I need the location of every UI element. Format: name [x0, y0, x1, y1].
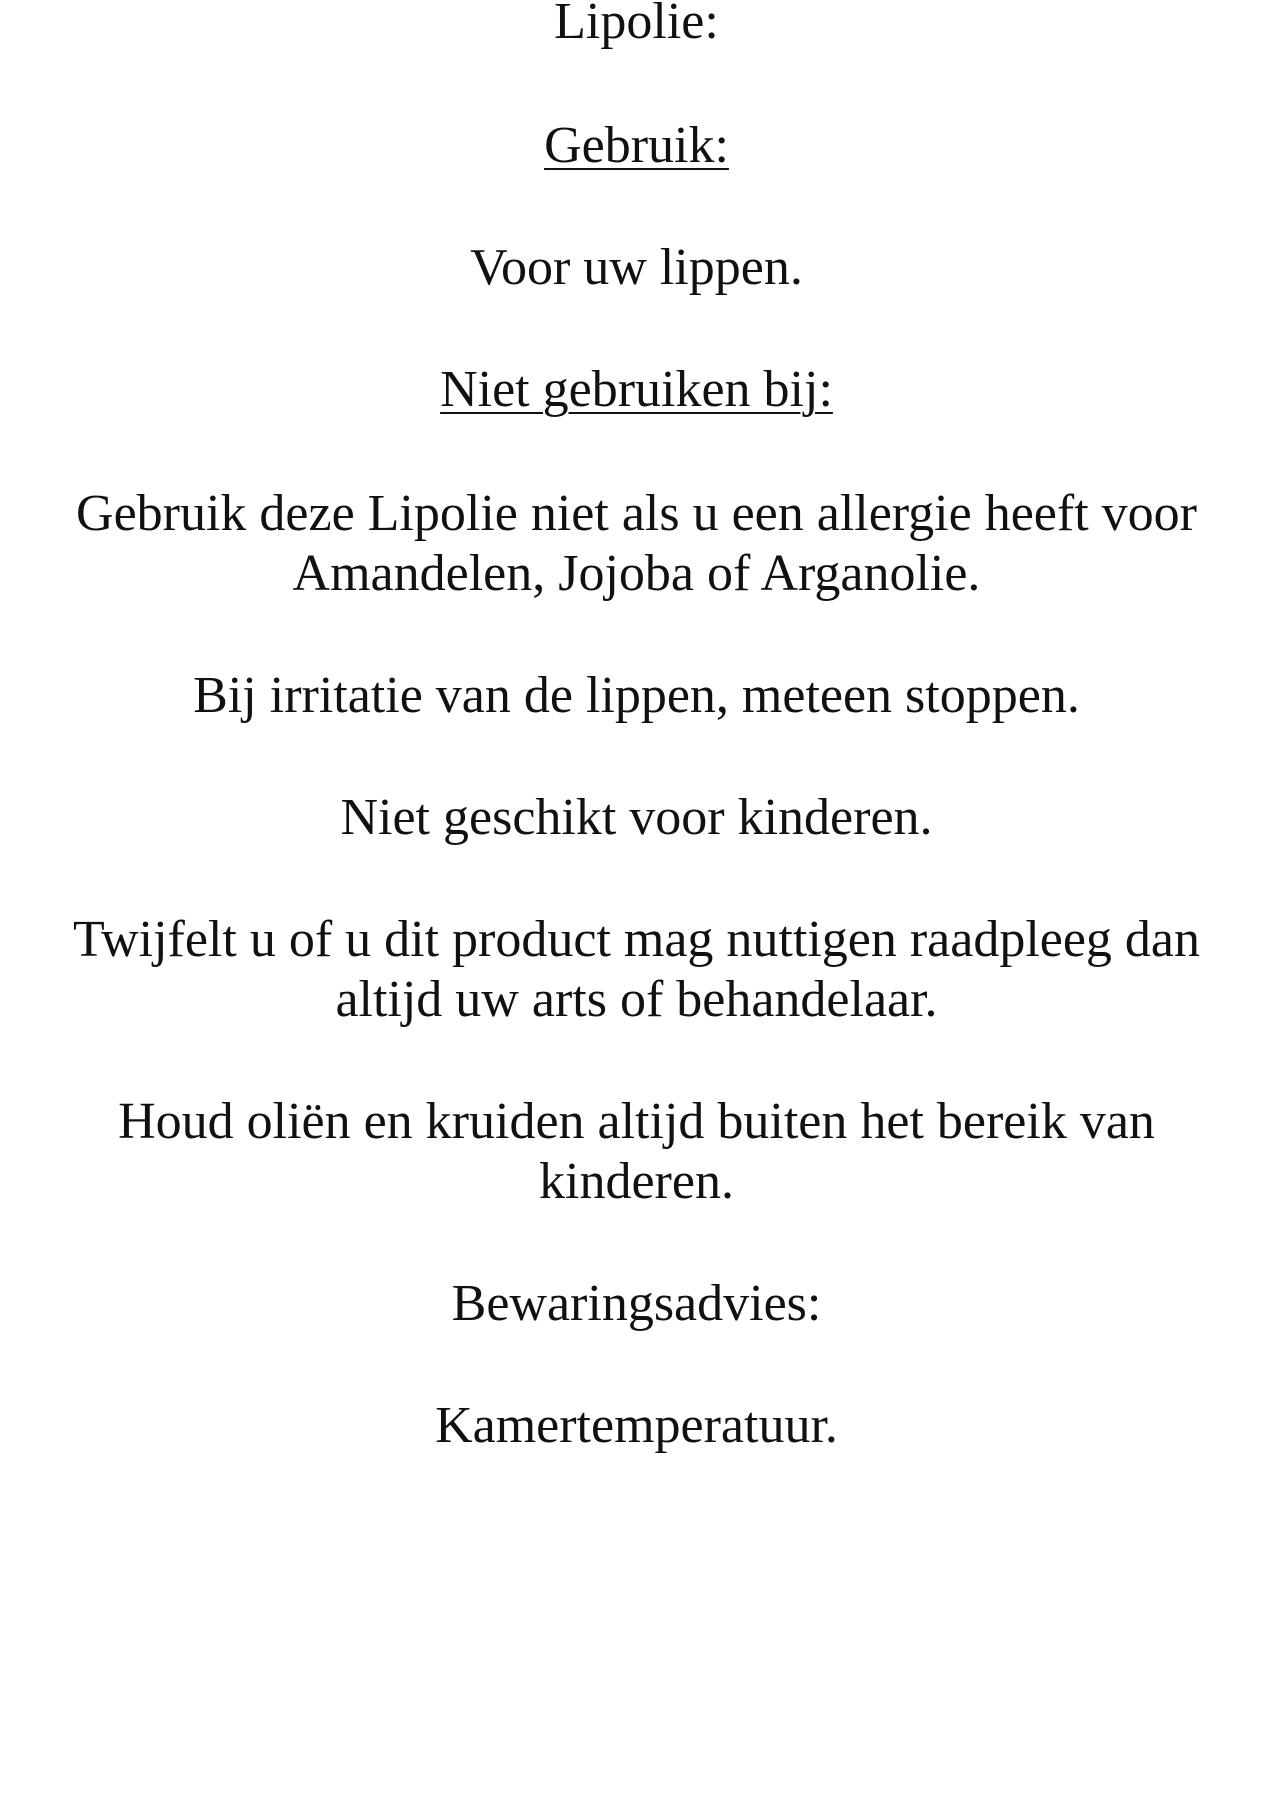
- allergy-line-1: Gebruik deze Lipolie niet als u een allergie heeft voor: [76, 485, 1197, 542]
- usage-heading: Gebruik:: [544, 117, 729, 174]
- storage-text: Kamertemperatuur.: [435, 1397, 838, 1454]
- keep-away-line-1: Houd oliën en kruiden altijd buiten het bereik van: [118, 1093, 1155, 1150]
- contraindications-heading-line: [0, 360, 1273, 420]
- children-text: Niet geschikt voor kinderen.: [340, 789, 933, 846]
- doubt-line-1: Twijfelt u of u dit product mag nuttigen raadpleeg dan: [72, 911, 1201, 968]
- storage-heading: Bewaringsadvies:: [451, 1275, 822, 1332]
- doubt-line-2: altijd uw arts of behandelaar.: [335, 971, 938, 1028]
- usage-heading-line: [0, 116, 1273, 176]
- usage-text: Voor uw lippen.: [470, 239, 803, 296]
- document-title: Lipolie:: [554, 0, 719, 50]
- irritation-text: Bij irritatie van de lippen, meteen stoppen.: [193, 667, 1080, 724]
- keep-away-line-2: kinderen.: [539, 1153, 734, 1210]
- contraindications-heading: Niet gebruiken bij:: [440, 361, 833, 418]
- allergy-line-2: Amandelen, Jojoba of Arganolie.: [292, 545, 981, 602]
